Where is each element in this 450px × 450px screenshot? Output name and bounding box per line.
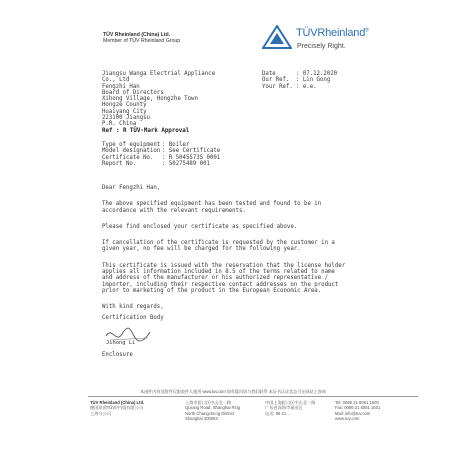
address-line: Jiangsu Wanga Electrial Appliance: [102, 71, 215, 77]
company-name: TÜV Rheinland (China) Ltd.: [103, 32, 171, 38]
address-line: Fengzhi Han: [102, 83, 140, 90]
paragraph-line: If cancellation of the certificate is requested by the customer in a: [102, 240, 335, 247]
footer-col-contact: Tel: 0086 21 6081 1600 Fax: 0086 21 6081 1601 Mail: info@tuv.com www.tuv.com: [335, 400, 381, 422]
footer-col-address: 上海市虹口区中山北一路 Qixiang Road, Shanghai Ring North Changcheng District Shanghai 200083: [185, 400, 241, 422]
brand-name: TÜVRheinland®: [296, 27, 369, 39]
meta-row-your-ref: Your Ref. : e.e.: [262, 83, 317, 90]
signature: [104, 322, 164, 350]
equipment-fields: [102, 142, 220, 167]
paragraph-line: applies all information included in 8.5 of the terms related to name: [102, 269, 335, 276]
letter-body: [102, 185, 402, 321]
signature-name: Jihong Li: [106, 340, 136, 346]
footer-divider: [88, 396, 418, 397]
recipient-address: [102, 71, 215, 128]
address-line: Huaiyang City: [102, 108, 147, 115]
paragraph-line: and address of the manufacturer or his authorized representative /: [102, 275, 328, 282]
paragraph-line: This certificate is issued with the reservation that the license holder: [102, 262, 346, 269]
field-row: Certificate No. : R 50455735 0001: [102, 154, 221, 161]
address-line: Board of Directors: [102, 89, 164, 96]
address-line: Xihong Village, Hongzhe Town: [102, 96, 198, 103]
address-line: 223100 Jiangsu: [102, 115, 150, 122]
closing: With kind regards,: [102, 304, 164, 311]
field-row: Type of equipment : Boiler: [102, 142, 190, 148]
salutation: Dear Fengzhi Han,: [102, 185, 161, 191]
paragraph-line: The above specified equipment has been tested and found to be in: [102, 201, 322, 208]
footer-col-branch: 中国上海虹口区中山北一路 广东省深圳市福田区 电话: 86 21 ...: [265, 400, 316, 416]
paragraph-line: importer, including their respective contact addresses on the product: [102, 281, 339, 288]
footer-note: 本函件内容及附件仅限收件人使用 www.tuv.com 如有疑问请与我们联系 本证书认证状态可在网站上查询: [140, 389, 326, 394]
brand-tagline: Precisely Right.: [297, 43, 346, 50]
company-group: Member of TÜV Rheinland Group: [103, 38, 181, 45]
address-line: Co., Ltd: [102, 77, 130, 84]
footer-col-company: TÜV Rheinland (China) Ltd. 德国莱茵TÜV(中国)有限公司 上海分公司: [90, 400, 145, 416]
paragraph-line: given year, no fee will be charged for the following year.: [102, 246, 301, 253]
paragraph-line: Please find enclosed your certificate as specified above.: [102, 223, 298, 230]
signoff: Certification Body: [102, 314, 164, 321]
enclosure-label: Enclosure: [102, 352, 133, 358]
address-line: P.R. China: [102, 121, 137, 128]
tuv-triangle-icon: [262, 25, 292, 49]
paragraph-line: prior to marketing of the product in the European Economic Area.: [102, 287, 322, 294]
letter-meta: [262, 71, 337, 90]
address-line: Hongze County: [102, 102, 147, 109]
meta-row-date: Date : 07.12.2020: [262, 71, 338, 77]
meta-row-our-ref: Our Ref. : Lin Gong: [262, 77, 331, 84]
field-row: Model designation : See Certificate: [102, 148, 221, 155]
reference-line: Ref : R TÜV-Mark Approval: [102, 128, 190, 134]
company-header: [103, 32, 180, 45]
paragraph-line: accordance with the relevant requirements.: [102, 207, 246, 214]
field-row: Report No. : 50275489 001: [102, 160, 210, 167]
tuv-logo: [262, 23, 372, 57]
